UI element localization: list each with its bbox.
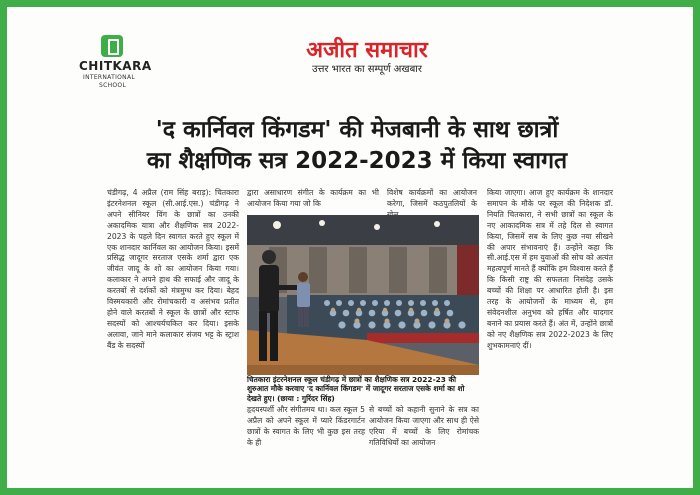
article-column-bottom-2: से बच्चों को कहानी सुनाने के सत्र का आयोजन किया जाएगा और साथ ही ऐसे एरिया में बच्चों के लिए रोमांचक गतिविधियों का आयोजन xyxy=(369,405,479,447)
article-column-left: चंडीगढ़, 4 अप्रैल (राम सिंह बराड़): चितकारा इंटरनेशनल स्कूल (सी.आई.एस.) चंडीगढ़ ने अपने सीनियर विंग के छात्रों का उनकी अकादमिक यात्रा और शैक्षणिक सत्र 2022-2023 के पहले दिन स्वागत करते हुए स्कूल में एक शानदार कार्निवल का आयोजन किया। इसमें प्रसिद्ध जादूगर सरताज एसके शर्मा द्वारा एक जीवंत जादू के शो का आयोजन किया गया। कलाकार ने अपने हाथ की सफाई और जादू के करतबों से दर्शकों को मंत्रमुग्ध कर दिया। बेहद विस्मयकारी और रोमांचकारी व असंभव प्रतीत होने वाले करतबों ने स्कूल के छात्रों और स्टाफ सदस्यों को आश्चर्यचकित कर दिया। इसके अलावा, जाने माने कलाकार संजय भट्ट के स्ट्राश बैंड के सदस्यों xyxy=(107,188,239,350)
logo-mark-icon xyxy=(101,35,123,57)
newspaper-title: अजीत समाचार xyxy=(306,37,428,63)
event-photo xyxy=(247,215,479,375)
headline-line-1: 'द कार्निवल किंगडम' की मेजबानी के साथ छात्रों xyxy=(155,117,559,143)
article-column-center-top: विशेष कार्यक्रमों का आयोजन करेगा, जिसमें कठपुतलियों के xyxy=(387,188,477,208)
logo-subtitle-1: INTERNATIONAL xyxy=(83,74,136,81)
auditorium-photo-illustration xyxy=(247,215,479,375)
logo-name: CHITKARA xyxy=(79,59,152,73)
newspaper-masthead xyxy=(262,37,472,77)
article-column-bottom-1: हृदयस्पर्शी और संगीतमय था। कल स्कूल 5 अप्रैल को अपने स्कूल में प्यारे किंडरगार्टन छात्रों के स्वागत के लिए भी कुछ इस तरह के ही xyxy=(247,405,365,447)
article-column-middle-top: द्वारा असाधारण संगीत के कार्यक्रम का भी आयोजन किया गया जो कि xyxy=(247,188,379,208)
logo-subtitle-2: SCHOOL xyxy=(99,82,127,89)
school-logo xyxy=(79,35,179,93)
photo-caption: चितकारा इंटरनेशनल स्कूल चंडीगढ़ में छात्रों का शैक्षणिक सत्र 2022-23 की शुरुआत मौके करवाए 'द कार्निवल किंगडम' में जादूगर सरताज एसके शर्मा का शो देखते हुए। (छाया : गुरिंदर सिंह) xyxy=(247,375,465,403)
article-column-right: किया जाएगा। आज हुए कार्यक्रम के शानदार समापन के मौके पर स्कूल की निदेशक डॉ. नियति चितकारा, ने सभी छात्रों का स्कूल के नए आकादमिक सत्र में तहे दिल से स्वागत किया, जिसमें सब के लिए कुछ नया सीखने की अपार संभावनाएं हैं। उन्होंने कहा कि सी.आई.एस में हम युवाओं की सोच को अत्यंत महत्वपूर्ण मानते हैं क्योंकि हम विश्वास करते हैं कि किसी राष्ट्र की सफलता निसंदेह उसके बच्चों की शिक्षा पर आधारित होती है। इस तरह के आयोजनों के माध्यम से, हम संवेदनशील अनुभव को हर्षित और यादगार बनाने का प्रयास करते हैं। अंत में, उन्होंने छात्रों को नए शैक्षणिक सत्र 2022-2023 के लिए शुभकामनाएं दीं। xyxy=(487,188,613,350)
headline-line-2: का शैक्षणिक सत्र 2022-2023 में किया स्वागत xyxy=(146,148,568,174)
headline xyxy=(67,115,647,177)
newspaper-tagline: उत्तर भारत का सम्पूर्ण अखबार xyxy=(312,64,422,75)
